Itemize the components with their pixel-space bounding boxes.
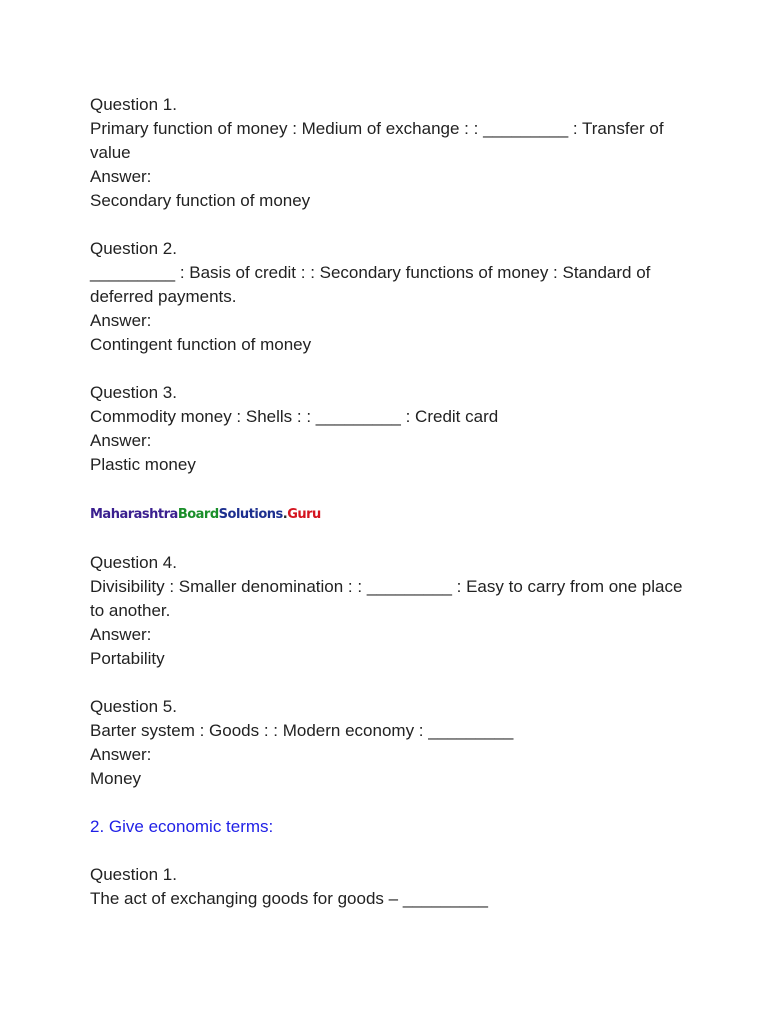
section-heading: 2. Give economic terms: [90,817,274,836]
question-text: Commodity money : Shells : : _________ : Credit card [90,407,499,426]
question-label: Question 3. [90,383,177,402]
question-text: Primary function of money : Medium of exchange : : _________ : Transfer of value [90,119,669,162]
question-text: Divisibility : Smaller denomination : : _________ : Easy to carry from one place to another. [90,577,688,620]
answer-text: Secondary function of money [90,191,311,210]
question-1-block [90,93,688,213]
answer-text: Portability [90,649,165,668]
answer-text: Plastic money [90,455,196,474]
question-text: The act of exchanging goods for goods – _________ [90,889,488,908]
question-text: _________ : Basis of credit : : Secondary functions of money : Standard of deferred payments. [90,263,656,306]
question-label: Question 2. [90,239,177,258]
question-4-block [90,551,688,671]
answer-text: Money [90,769,142,788]
watermark-part: Board [177,507,219,522]
answer-label: Answer: [90,431,152,450]
question-text: Barter system : Goods : : Modern economy : _________ [90,721,514,740]
watermark-part: Solutions [218,507,283,522]
question-label: Question 4. [90,553,177,572]
watermark-part: Guru [287,507,321,522]
watermark-part: . [282,507,288,522]
section-2-question-1-block [90,863,688,911]
site-watermark [90,501,688,527]
question-2-block [90,237,688,357]
question-label: Question 5. [90,697,177,716]
answer-label: Answer: [90,167,152,186]
question-3-block [90,381,688,477]
question-label: Question 1. [90,95,177,114]
answer-label: Answer: [90,625,152,644]
answer-label: Answer: [90,745,152,764]
question-5-block [90,695,688,791]
answer-text: Contingent function of money [90,335,312,354]
answer-label: Answer: [90,311,152,330]
question-label: Question 1. [90,865,177,884]
watermark-part: Maharashtra [90,507,178,522]
